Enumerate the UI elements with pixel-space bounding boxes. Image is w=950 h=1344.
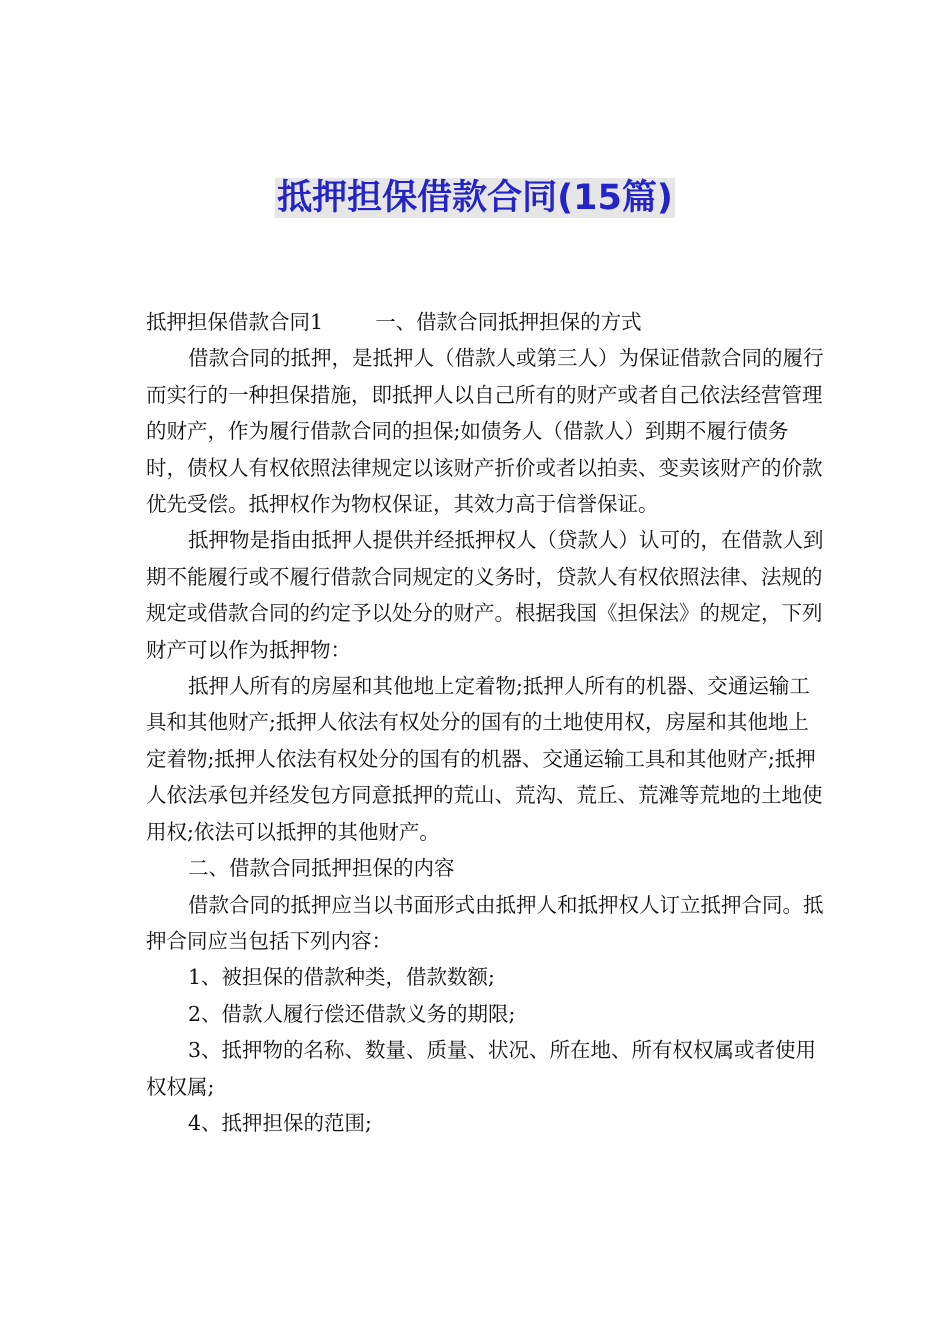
section-heading-2: 二、借款合同抵押担保的内容 bbox=[188, 856, 455, 881]
paragraph: 抵押人所有的房屋和其他地上定着物;抵押人所有的机器、交通运输工具和其他财产;抵押人依法有权处分的国有的土地使用权，房屋和其他地上定着物;抵押人依法有权处分的国有的机器、交通运输工具和其他财产;抵押人依法承包并经发包方同意抵押的荒山、荒沟、荒丘、荒滩等荒地的土地使用权;依法可以抵押的其他财产。 bbox=[146, 674, 823, 844]
first-line bbox=[146, 304, 826, 340]
contract-heading: 抵押担保借款合同1 bbox=[146, 310, 324, 334]
paragraph: 借款合同的抵押，是抵押人（借款人或第三人）为保证借款合同的履行而实行的一种担保措施，即抵押人以自己所有的财产或者自己依法经营管理的财产，作为履行借款合同的担保;如债务人（借款人）到期不履行债务时，债权人有权依照法律规定以该财产折价或者以拍卖、变卖该财产的价款优先受偿。抵押权作为物权保证，其效力高于信誉保证。 bbox=[146, 346, 824, 517]
list-item: 1、被担保的借款种类，借款数额; bbox=[188, 965, 495, 990]
list-item: 2、借款人履行偿还借款义务的期限; bbox=[188, 1001, 516, 1026]
document-title-text: 抵押担保借款合同(15篇) bbox=[277, 178, 673, 218]
paragraph: 抵押物是指由抵押人提供并经抵押权人（贷款人）认可的，在借款人到期不能履行或不履行借款合同规定的义务时，贷款人有权依照法律、法规的规定或借款合同的约定予以处分的财产。根据我国《担保法》的规定，下列财产可以作为抵押物： bbox=[146, 528, 824, 662]
paragraph: 借款合同的抵押应当以书面形式由抵押人和抵押权人订立抵押合同。抵押合同应当包括下列内容： bbox=[146, 892, 824, 953]
list-item: 4、抵押担保的范围; bbox=[188, 1110, 372, 1135]
list-item: 3、抵押物的名称、数量、质量、状况、所在地、所有权权属或者使用权权属; bbox=[146, 1038, 817, 1099]
section-heading-1: 一、借款合同抵押担保的方式 bbox=[375, 310, 642, 334]
document-body bbox=[146, 304, 826, 1141]
document-title bbox=[0, 172, 950, 224]
